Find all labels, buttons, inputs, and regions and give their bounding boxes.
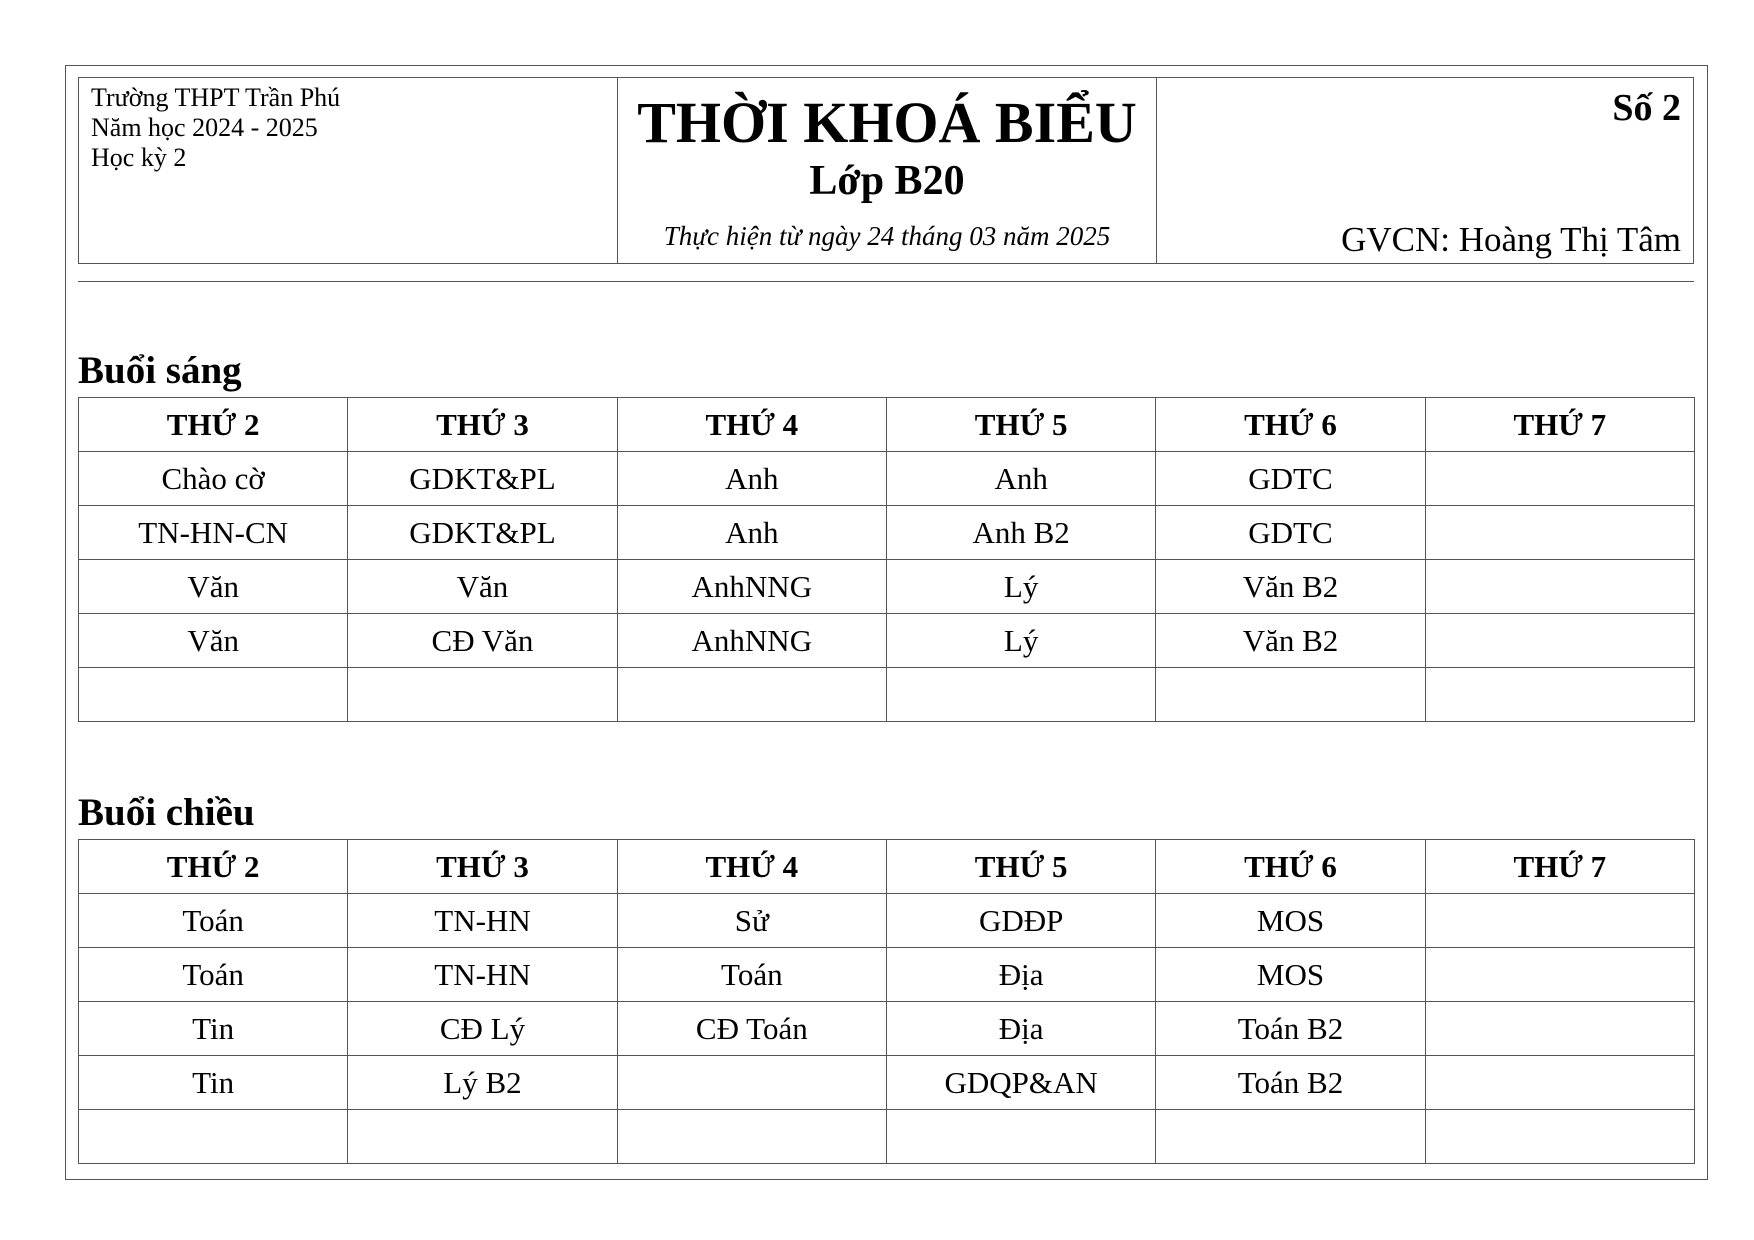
subject-cell	[79, 1110, 348, 1164]
subject-cell	[1425, 506, 1694, 560]
subject-cell: AnhNNG	[617, 560, 886, 614]
afternoon-session-title: Buổi chiều	[78, 791, 255, 834]
subject-cell: Anh	[617, 452, 886, 506]
day-header: THỨ 5	[886, 398, 1155, 452]
subject-cell: GDQP&AN	[886, 1056, 1155, 1110]
subject-cell	[617, 1056, 886, 1110]
subject-cell: Anh	[886, 452, 1155, 506]
day-header: THỨ 4	[617, 840, 886, 894]
subject-cell	[1425, 1056, 1694, 1110]
subject-cell: GDTC	[1156, 506, 1425, 560]
school-name: Trường THPT Trần Phú	[91, 83, 341, 112]
period-row	[79, 560, 1695, 614]
subject-cell	[617, 668, 886, 722]
subject-cell	[617, 1110, 886, 1164]
subject-cell: Toán	[79, 948, 348, 1002]
day-header: THỨ 7	[1425, 398, 1694, 452]
subject-cell	[1425, 1002, 1694, 1056]
subject-cell	[1425, 614, 1694, 668]
effective-date: Thực hiện từ ngày 24 tháng 03 năm 2025	[663, 221, 1111, 251]
subject-cell: TN-HN	[348, 948, 617, 1002]
subject-cell: Anh B2	[886, 506, 1155, 560]
day-header: THỨ 7	[1425, 840, 1694, 894]
subject-cell	[1425, 948, 1694, 1002]
subject-cell: GDKT&PL	[348, 452, 617, 506]
morning-session-title: Buổi sáng	[78, 349, 242, 392]
subject-cell: Anh	[617, 506, 886, 560]
subject-cell: Văn	[79, 614, 348, 668]
day-header-row	[79, 840, 1695, 894]
homeroom-teacher: GVCN: Hoàng Thị Tâm	[1341, 220, 1681, 259]
afternoon-timetable	[78, 839, 1695, 1164]
subject-cell: Văn	[348, 560, 617, 614]
day-header: THỨ 3	[348, 398, 617, 452]
subject-cell: Địa	[886, 1002, 1155, 1056]
subject-cell: GDĐP	[886, 894, 1155, 948]
subject-cell	[1425, 452, 1694, 506]
subject-cell: Địa	[886, 948, 1155, 1002]
subject-cell: Toán B2	[1156, 1056, 1425, 1110]
subject-cell: CĐ Lý	[348, 1002, 617, 1056]
subject-cell: TN-HN-CN	[79, 506, 348, 560]
subject-cell: MOS	[1156, 894, 1425, 948]
subject-cell	[79, 668, 348, 722]
subject-cell	[1425, 560, 1694, 614]
period-row	[79, 1056, 1695, 1110]
day-header-row	[79, 398, 1695, 452]
document-number: Số 2	[1612, 87, 1681, 129]
day-header: THỨ 6	[1156, 840, 1425, 894]
subject-cell	[348, 668, 617, 722]
subject-cell: Văn B2	[1156, 614, 1425, 668]
subject-cell: Văn	[79, 560, 348, 614]
period-row	[79, 668, 1695, 722]
school-info	[79, 78, 618, 263]
subject-cell: Tin	[79, 1056, 348, 1110]
subject-cell: Văn B2	[1156, 560, 1425, 614]
morning-timetable	[78, 397, 1695, 722]
subject-cell	[1425, 1110, 1694, 1164]
day-header: THỨ 3	[348, 840, 617, 894]
subject-cell: AnhNNG	[617, 614, 886, 668]
subject-cell: Toán B2	[1156, 1002, 1425, 1056]
period-row	[79, 506, 1695, 560]
subject-cell	[886, 668, 1155, 722]
document-header	[78, 77, 1694, 264]
period-row	[79, 894, 1695, 948]
subject-cell: Tin	[79, 1002, 348, 1056]
class-name: Lớp B20	[809, 158, 965, 204]
title-block	[618, 78, 1157, 263]
subject-cell: Lý B2	[348, 1056, 617, 1110]
period-row	[79, 948, 1695, 1002]
day-header: THỨ 2	[79, 840, 348, 894]
subject-cell	[1425, 894, 1694, 948]
subject-cell: GDKT&PL	[348, 506, 617, 560]
subject-cell	[1156, 1110, 1425, 1164]
page-title: THỜI KHOÁ BIỂU	[637, 90, 1137, 155]
period-row	[79, 1002, 1695, 1056]
subject-cell: Toán	[617, 948, 886, 1002]
subject-cell	[348, 1110, 617, 1164]
subject-cell: CĐ Toán	[617, 1002, 886, 1056]
subject-cell: Sử	[617, 894, 886, 948]
day-header: THỨ 6	[1156, 398, 1425, 452]
subject-cell: GDTC	[1156, 452, 1425, 506]
subject-cell: Chào cờ	[79, 452, 348, 506]
subject-cell: Lý	[886, 560, 1155, 614]
document-meta	[1157, 78, 1693, 263]
period-row	[79, 614, 1695, 668]
day-header: THỨ 2	[79, 398, 348, 452]
day-header: THỨ 4	[617, 398, 886, 452]
subject-cell	[886, 1110, 1155, 1164]
subject-cell: MOS	[1156, 948, 1425, 1002]
semester: Học kỳ 2	[91, 143, 187, 172]
subject-cell: Toán	[79, 894, 348, 948]
subject-cell: Lý	[886, 614, 1155, 668]
subject-cell: CĐ Văn	[348, 614, 617, 668]
subject-cell	[1156, 668, 1425, 722]
school-year: Năm học 2024 - 2025	[91, 113, 318, 142]
subject-cell	[1425, 668, 1694, 722]
header-divider	[78, 281, 1694, 282]
period-row	[79, 1110, 1695, 1164]
day-header: THỨ 5	[886, 840, 1155, 894]
subject-cell: TN-HN	[348, 894, 617, 948]
period-row	[79, 452, 1695, 506]
